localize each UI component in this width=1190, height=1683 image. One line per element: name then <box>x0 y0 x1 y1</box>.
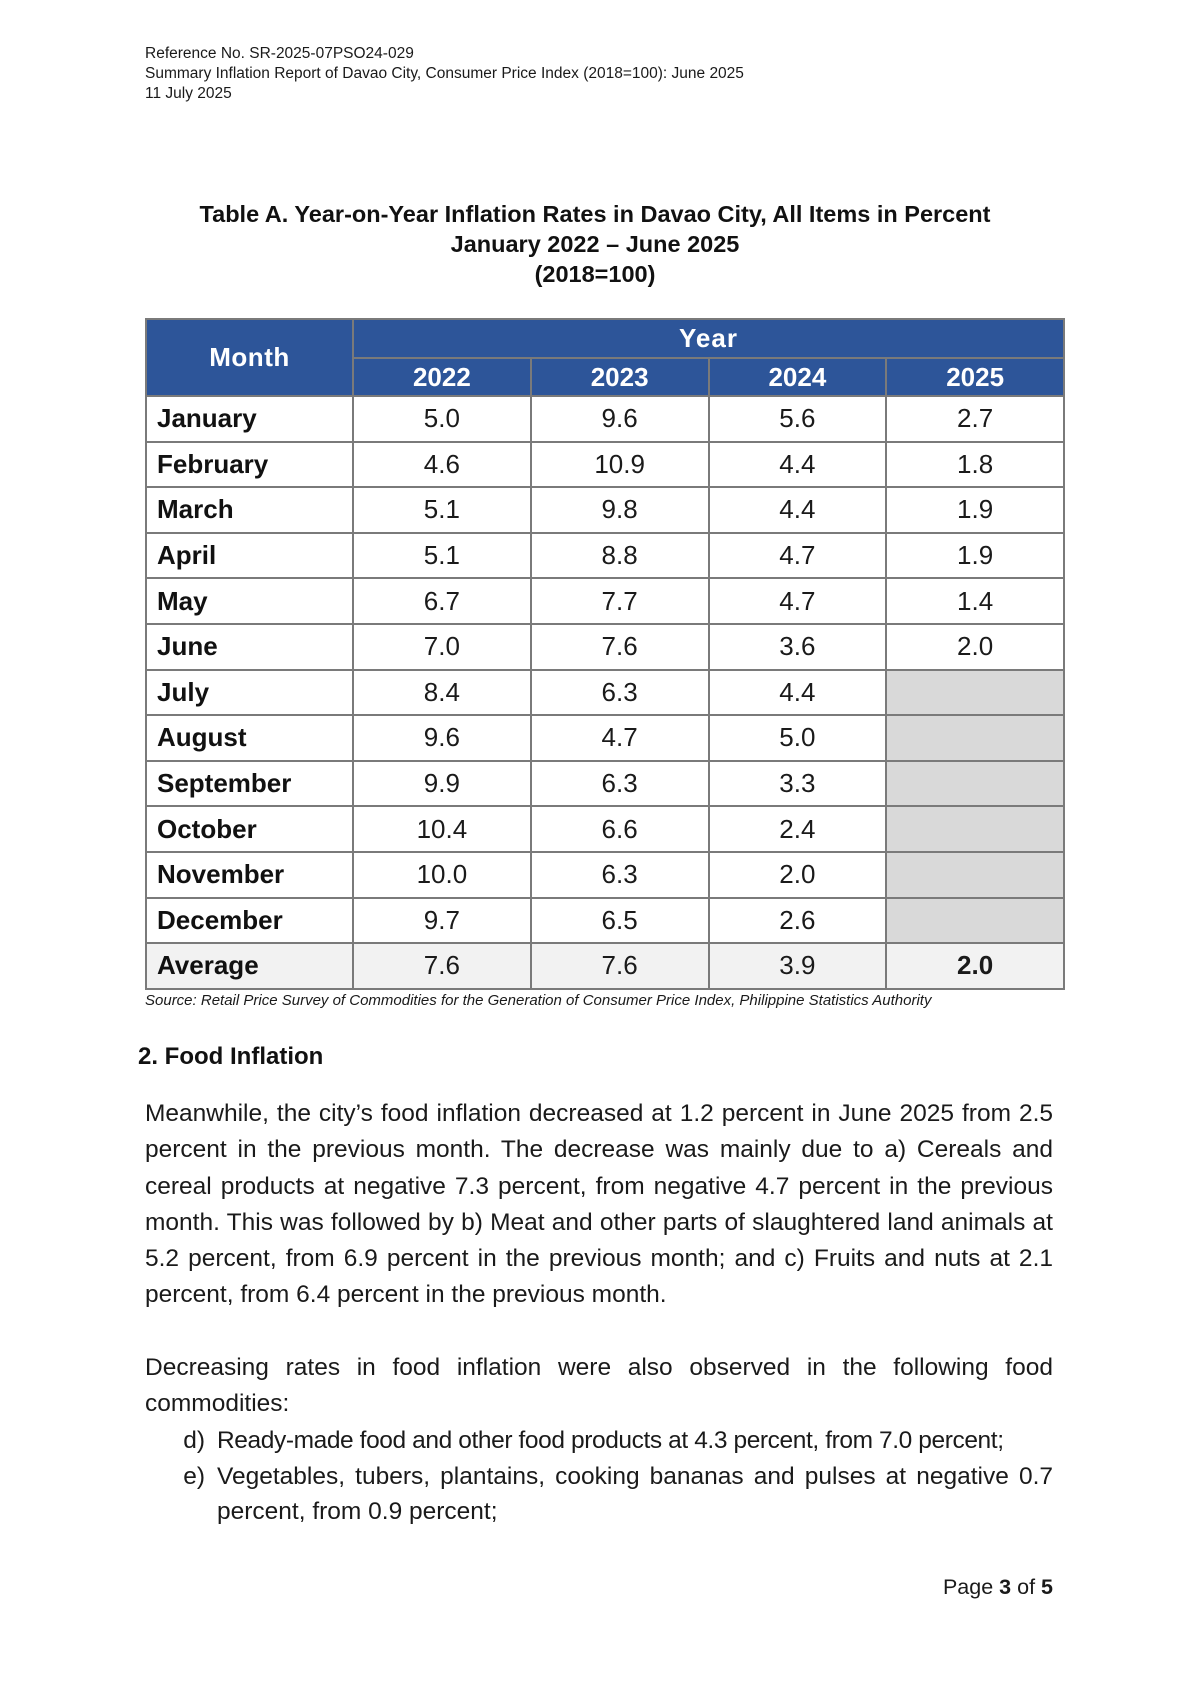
average-cell: 3.9 <box>709 943 887 989</box>
list-item-label: e) <box>183 1462 205 1490</box>
page-current: 3 <box>999 1575 1012 1599</box>
rate-cell: 6.7 <box>353 578 531 624</box>
rate-cell: 2.4 <box>709 806 887 852</box>
empty-cell <box>886 852 1064 898</box>
rate-cell: 4.6 <box>353 442 531 488</box>
rate-cell: 4.4 <box>709 670 887 716</box>
rate-cell: 5.0 <box>353 396 531 442</box>
table-row <box>146 715 1064 761</box>
table-title-line3: (2018=100) <box>534 261 656 287</box>
rate-cell: 10.0 <box>353 852 531 898</box>
table-row <box>146 533 1064 579</box>
list-item-text: Ready-made food and other food products at 4.3 percent, from 7.0 percent; <box>217 1427 1004 1454</box>
rate-cell: 2.0 <box>886 624 1064 670</box>
rate-cell: 1.8 <box>886 442 1064 488</box>
month-cell: September <box>146 761 353 807</box>
table-row <box>146 670 1064 716</box>
rate-cell: 7.0 <box>353 624 531 670</box>
rate-cell: 1.9 <box>886 487 1064 533</box>
table-row <box>146 761 1064 807</box>
table-title-line1: Table A. Year-on-Year Inflation Rates in Davao City, All Items in Percent <box>199 201 991 227</box>
list-item <box>145 1459 1053 1530</box>
table-body <box>146 396 1064 989</box>
rate-cell: 6.3 <box>531 761 709 807</box>
page-of: of <box>1017 1575 1036 1599</box>
month-cell: November <box>146 852 353 898</box>
rate-cell: 5.1 <box>353 533 531 579</box>
average-label: Average <box>146 943 353 989</box>
table-row <box>146 578 1064 624</box>
table-title-line2: January 2022 – June 2025 <box>450 231 740 257</box>
month-cell: March <box>146 487 353 533</box>
rate-cell: 4.7 <box>531 715 709 761</box>
page-prefix: Page <box>942 1575 994 1599</box>
table-row <box>146 624 1064 670</box>
rate-cell: 4.7 <box>709 578 887 624</box>
year-header-2025: 2025 <box>886 358 1064 396</box>
food-inflation-paragraph: Meanwhile, the city’s food inflation decreased at 1.2 percent in June 2025 from 2.5 percent in the previous month. The decrease was mainly due to a) Cereals and cereal products at negative 7.3 percent, from negative 4.7 percent in the previous month. This was followed by b) Meat and other parts of slaughtered land animals at 5.2 percent, from 6.9 percent in the previous month; and c) Fruits and nuts at 2.1 percent, from 6.4 percent in the previous month. <box>145 1100 1053 1309</box>
rate-cell: 9.7 <box>353 898 531 944</box>
rate-cell: 7.6 <box>531 624 709 670</box>
month-cell: December <box>146 898 353 944</box>
month-cell: August <box>146 715 353 761</box>
average-cell: 7.6 <box>353 943 531 989</box>
rate-cell: 6.3 <box>531 670 709 716</box>
empty-cell <box>886 761 1064 807</box>
table-row <box>146 806 1064 852</box>
rate-cell: 7.7 <box>531 578 709 624</box>
table-row <box>146 898 1064 944</box>
rate-cell: 6.3 <box>531 852 709 898</box>
rate-cell: 3.6 <box>709 624 887 670</box>
rate-cell: 9.6 <box>531 396 709 442</box>
month-column-header: Month <box>146 319 353 396</box>
table-row <box>146 852 1064 898</box>
table-title <box>0 199 1190 289</box>
year-header-2022: 2022 <box>353 358 531 396</box>
month-cell: February <box>146 442 353 488</box>
rate-cell: 4.7 <box>709 533 887 579</box>
report-title: Summary Inflation Report of Davao City, Consumer Price Index (2018=100): June 2025 <box>145 65 744 82</box>
empty-cell <box>886 715 1064 761</box>
rate-cell: 2.7 <box>886 396 1064 442</box>
rate-cell: 10.4 <box>353 806 531 852</box>
year-header-2023: 2023 <box>531 358 709 396</box>
year-group-header: Year <box>353 319 1064 358</box>
empty-cell <box>886 898 1064 944</box>
table-row <box>146 396 1064 442</box>
rate-cell: 5.6 <box>709 396 887 442</box>
month-cell: October <box>146 806 353 852</box>
rate-cell: 9.6 <box>353 715 531 761</box>
rate-cell: 8.8 <box>531 533 709 579</box>
reference-number: Reference No. SR-2025-07PSO24-029 <box>145 45 414 62</box>
table-source-note: Source: Retail Price Survey of Commodities for the Generation of Consumer Price Index, Philippine Statistics Authority <box>145 992 932 1009</box>
list-item-label: d) <box>183 1427 205 1454</box>
month-cell: July <box>146 670 353 716</box>
table-row <box>146 442 1064 488</box>
rate-cell: 1.4 <box>886 578 1064 624</box>
rate-cell: 1.9 <box>886 533 1064 579</box>
section-heading: 2. Food Inflation <box>138 1043 324 1070</box>
month-cell: April <box>146 533 353 579</box>
report-date: 11 July 2025 <box>145 85 232 102</box>
document-header <box>145 44 744 104</box>
rate-cell: 9.9 <box>353 761 531 807</box>
rate-cell: 8.4 <box>353 670 531 716</box>
average-row <box>146 943 1064 989</box>
page-total: 5 <box>1041 1575 1053 1599</box>
inflation-table <box>145 318 1065 990</box>
rate-cell: 9.8 <box>531 487 709 533</box>
rate-cell: 4.4 <box>709 442 887 488</box>
year-header-2024: 2024 <box>709 358 887 396</box>
page-number <box>943 1575 1053 1600</box>
rate-cell: 6.6 <box>531 806 709 852</box>
list-item <box>145 1423 1053 1459</box>
commodity-list <box>145 1423 1053 1530</box>
rate-cell: 2.6 <box>709 898 887 944</box>
rate-cell: 2.0 <box>709 852 887 898</box>
month-cell: May <box>146 578 353 624</box>
rate-cell: 3.3 <box>709 761 887 807</box>
rate-cell: 5.0 <box>709 715 887 761</box>
rate-cell: 10.9 <box>531 442 709 488</box>
empty-cell <box>886 806 1064 852</box>
rate-cell: 4.4 <box>709 487 887 533</box>
month-cell: January <box>146 396 353 442</box>
rate-cell: 5.1 <box>353 487 531 533</box>
decreasing-rates-paragraph: Decreasing rates in food inflation were also observed in the following food commodities: <box>145 1354 1053 1418</box>
table-row <box>146 487 1064 533</box>
average-cell: 7.6 <box>531 943 709 989</box>
average-cell: 2.0 <box>886 943 1064 989</box>
rate-cell: 6.5 <box>531 898 709 944</box>
list-item-text: Vegetables, tubers, plantains, cooking bananas and pulses at negative 0.7 percent, from 0.9 percent; <box>217 1462 1053 1525</box>
month-cell: June <box>146 624 353 670</box>
empty-cell <box>886 670 1064 716</box>
